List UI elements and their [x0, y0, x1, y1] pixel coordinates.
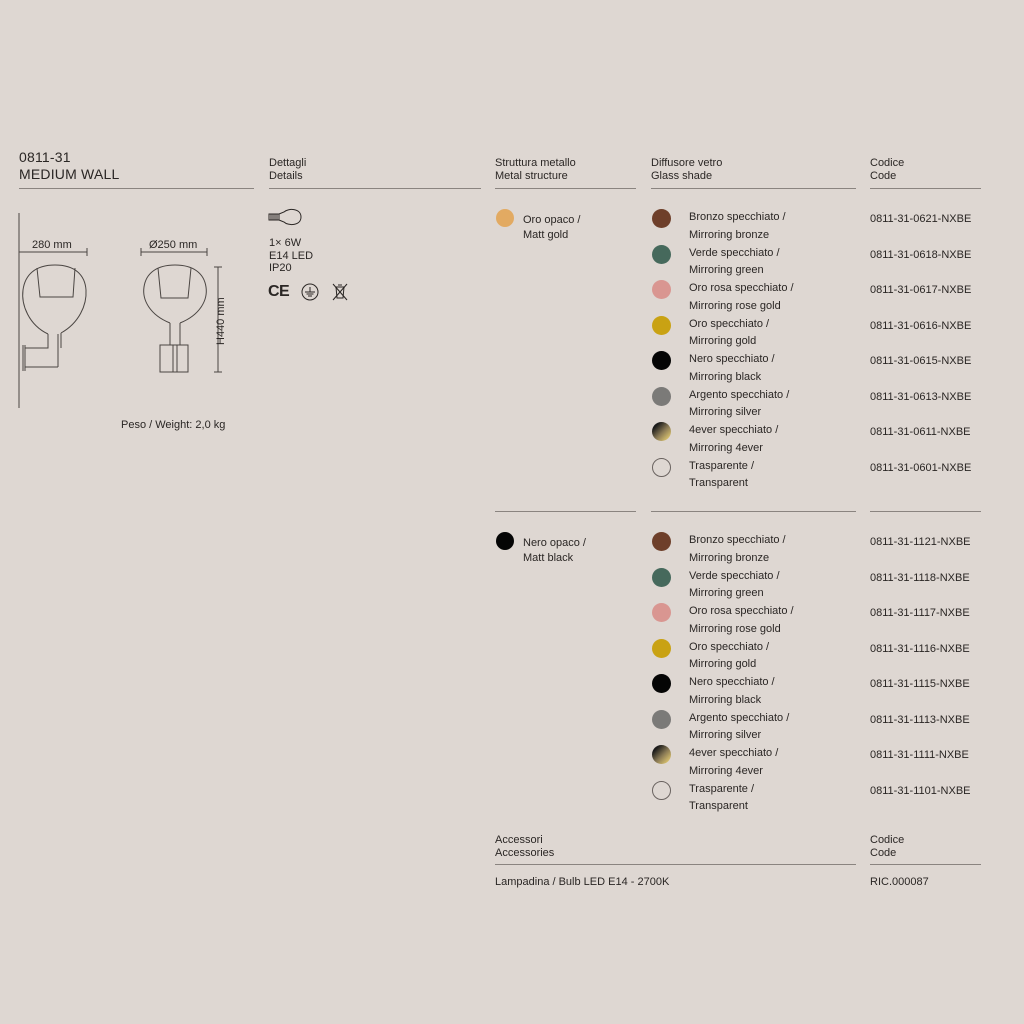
- shade-label-en: Mirroring green: [689, 264, 764, 276]
- accessories-code-header-en: Code: [870, 846, 897, 859]
- shade-label: [689, 245, 780, 280]
- shade-label-en: Mirroring silver: [689, 406, 762, 418]
- shade-label-it: Argento specchiato /: [689, 711, 790, 724]
- height-dimension: H440 mm: [215, 297, 227, 345]
- weight-label: Peso / Weight: 2,0 kg: [121, 419, 226, 431]
- product-variant-code: 0811-31-1101-NXBE: [870, 784, 971, 797]
- shade-label: [689, 387, 789, 422]
- shade-swatch: [652, 351, 671, 370]
- shade-label-it: Verde specchiato /: [689, 246, 780, 259]
- shade-label: [689, 674, 775, 709]
- product-title: [19, 149, 119, 183]
- product-name: MEDIUM WALL: [19, 166, 120, 182]
- spec-socket: E14 LED: [269, 249, 314, 262]
- shade-label-en: Mirroring 4ever: [689, 764, 763, 777]
- accessories-code-header-it: Codice: [870, 834, 905, 846]
- product-variant-code: 0811-31-1111-NXBE: [870, 749, 969, 761]
- product-variant-code: 0811-31-0615-NXBE: [870, 355, 972, 367]
- shade-label-it: Bronzo specchiato /: [689, 211, 786, 223]
- divider: [870, 864, 981, 865]
- shade-swatch: [652, 422, 671, 441]
- shade-header-it: Diffusore vetro: [651, 157, 723, 169]
- structure-label: [523, 536, 586, 566]
- shade-label: [689, 280, 794, 315]
- divider: [19, 188, 254, 189]
- shade-label-it: Trasparente /: [689, 459, 755, 472]
- product-variant-code: 0811-31-0601-NXBE: [870, 461, 972, 474]
- shade-label-en: Transparent: [689, 800, 748, 812]
- structure-swatch-black: [496, 532, 514, 550]
- shade-label: [689, 532, 786, 567]
- shade-label-it: Oro specchiato /: [689, 640, 770, 653]
- ground-icon: [301, 283, 319, 301]
- shade-label: [689, 422, 778, 457]
- shade-label-it: Argento specchiato /: [689, 388, 790, 401]
- divider: [651, 511, 856, 512]
- shade-label: [689, 745, 778, 780]
- code-header-en: Code: [870, 169, 897, 182]
- shade-swatch: [652, 209, 671, 228]
- accessories-header-en: Accessories: [495, 846, 555, 859]
- shade-label: [689, 710, 789, 745]
- shade-swatch: [652, 532, 671, 551]
- bulb-icon: [268, 207, 304, 227]
- product-variant-code: 0811-31-1113-NXBE: [870, 713, 970, 726]
- shade-label: [689, 351, 775, 386]
- accessories-header-it: Accessori: [495, 834, 543, 846]
- structure-label-en: Matt black: [523, 552, 574, 564]
- structure-label-en: Matt gold: [523, 229, 569, 241]
- divider: [651, 188, 856, 189]
- shade-label-it: 4ever specchiato /: [689, 747, 779, 759]
- accessories-code-header: [870, 834, 904, 859]
- shade-label-en: Mirroring gold: [689, 335, 757, 347]
- structure-header: [495, 157, 576, 182]
- shade-header: [651, 157, 722, 182]
- shade-label-it: Oro rosa specchiato /: [689, 605, 794, 617]
- shade-label-it: Nero specchiato /: [689, 353, 775, 365]
- shade-label-it: Trasparente /: [689, 782, 755, 795]
- shade-label: [689, 603, 794, 638]
- structure-label-it: Oro opaco /: [523, 214, 581, 226]
- width-dimension: 280 mm: [32, 239, 72, 251]
- product-variant-code: 0811-31-0621-NXBE: [870, 213, 972, 225]
- shade-swatch: [652, 710, 671, 729]
- product-variant-code: 0811-31-0616-NXBE: [870, 319, 972, 332]
- shade-swatch: [652, 781, 671, 800]
- shade-swatch: [652, 280, 671, 299]
- shade-swatch: [652, 245, 671, 264]
- structure-swatch-gold: [496, 209, 514, 227]
- product-variant-code: 0811-31-0613-NXBE: [870, 390, 972, 403]
- product-variant-code: 0811-31-1121-NXBE: [870, 536, 971, 548]
- shade-swatch: [652, 568, 671, 587]
- shade-label-en: Transparent: [689, 477, 748, 489]
- spec-power: 1× 6W: [269, 237, 302, 249]
- shade-swatch: [652, 674, 671, 693]
- diameter-dimension: Ø250 mm: [149, 239, 198, 251]
- shade-label-en: Mirroring bronze: [689, 228, 770, 241]
- shade-label-it: Bronzo specchiato /: [689, 534, 786, 546]
- shade-label-it: Oro rosa specchiato /: [689, 282, 794, 294]
- shade-swatch: [652, 458, 671, 477]
- spec-ip: IP20: [269, 262, 292, 274]
- shade-label: [689, 568, 780, 603]
- structure-label-it: Nero opaco /: [523, 537, 586, 549]
- divider: [269, 188, 481, 189]
- shade-label-en: Mirroring silver: [689, 729, 762, 741]
- shade-swatch: [652, 639, 671, 658]
- shade-label-it: Oro specchiato /: [689, 317, 770, 330]
- product-variant-code: 0811-31-0617-NXBE: [870, 284, 972, 296]
- shade-label-en: Mirroring black: [689, 693, 762, 706]
- shade-swatch: [652, 316, 671, 335]
- details-header: [269, 157, 306, 182]
- product-variant-code: 0811-31-0618-NXBE: [870, 248, 972, 261]
- shade-label-it: Nero specchiato /: [689, 676, 775, 688]
- shade-header-en: Glass shade: [651, 169, 713, 182]
- divider: [495, 864, 856, 865]
- no-bin-icon: [332, 283, 348, 301]
- accessory-item: Lampadina / Bulb LED E14 - 2700K: [495, 876, 670, 888]
- product-variant-code: 0811-31-1117-NXBE: [870, 607, 970, 619]
- details-header-it: Dettagli: [269, 157, 307, 169]
- shade-label-en: Mirroring rose gold: [689, 299, 781, 312]
- product-code: 0811-31: [19, 149, 71, 165]
- structure-header-it: Struttura metallo: [495, 157, 576, 169]
- shade-label-en: Mirroring gold: [689, 658, 757, 670]
- product-variant-code: 0811-31-0611-NXBE: [870, 426, 971, 438]
- divider: [870, 511, 981, 512]
- details-header-en: Details: [269, 169, 303, 182]
- shade-label: [689, 458, 754, 493]
- shade-swatch: [652, 745, 671, 764]
- divider: [495, 511, 636, 512]
- shade-label-it: Verde specchiato /: [689, 569, 780, 582]
- accessories-header: [495, 834, 554, 859]
- shade-label-en: Mirroring rose gold: [689, 622, 781, 635]
- product-variant-code: 0811-31-1118-NXBE: [870, 571, 970, 584]
- code-header-it: Codice: [870, 157, 905, 169]
- divider: [870, 188, 981, 189]
- divider: [495, 188, 636, 189]
- product-variant-code: 0811-31-1116-NXBE: [870, 642, 970, 655]
- shade-swatch: [652, 603, 671, 622]
- shade-label-en: Mirroring black: [689, 370, 762, 383]
- shade-label: [689, 781, 754, 816]
- details-specs: [269, 237, 313, 275]
- shade-label: [689, 316, 769, 351]
- shade-swatch: [652, 387, 671, 406]
- structure-label: [523, 213, 580, 243]
- shade-label: [689, 209, 786, 244]
- shade-label: [689, 639, 769, 674]
- shade-label-it: 4ever specchiato /: [689, 424, 779, 436]
- accessory-code: RIC.000087: [870, 876, 929, 888]
- shade-label-en: Mirroring bronze: [689, 551, 770, 564]
- ce-mark-icon: CE: [268, 283, 290, 300]
- shade-label-en: Mirroring green: [689, 587, 764, 599]
- code-header: [870, 157, 904, 182]
- product-variant-code: 0811-31-1115-NXBE: [870, 678, 970, 690]
- shade-label-en: Mirroring 4ever: [689, 441, 763, 454]
- structure-header-en: Metal structure: [495, 169, 568, 182]
